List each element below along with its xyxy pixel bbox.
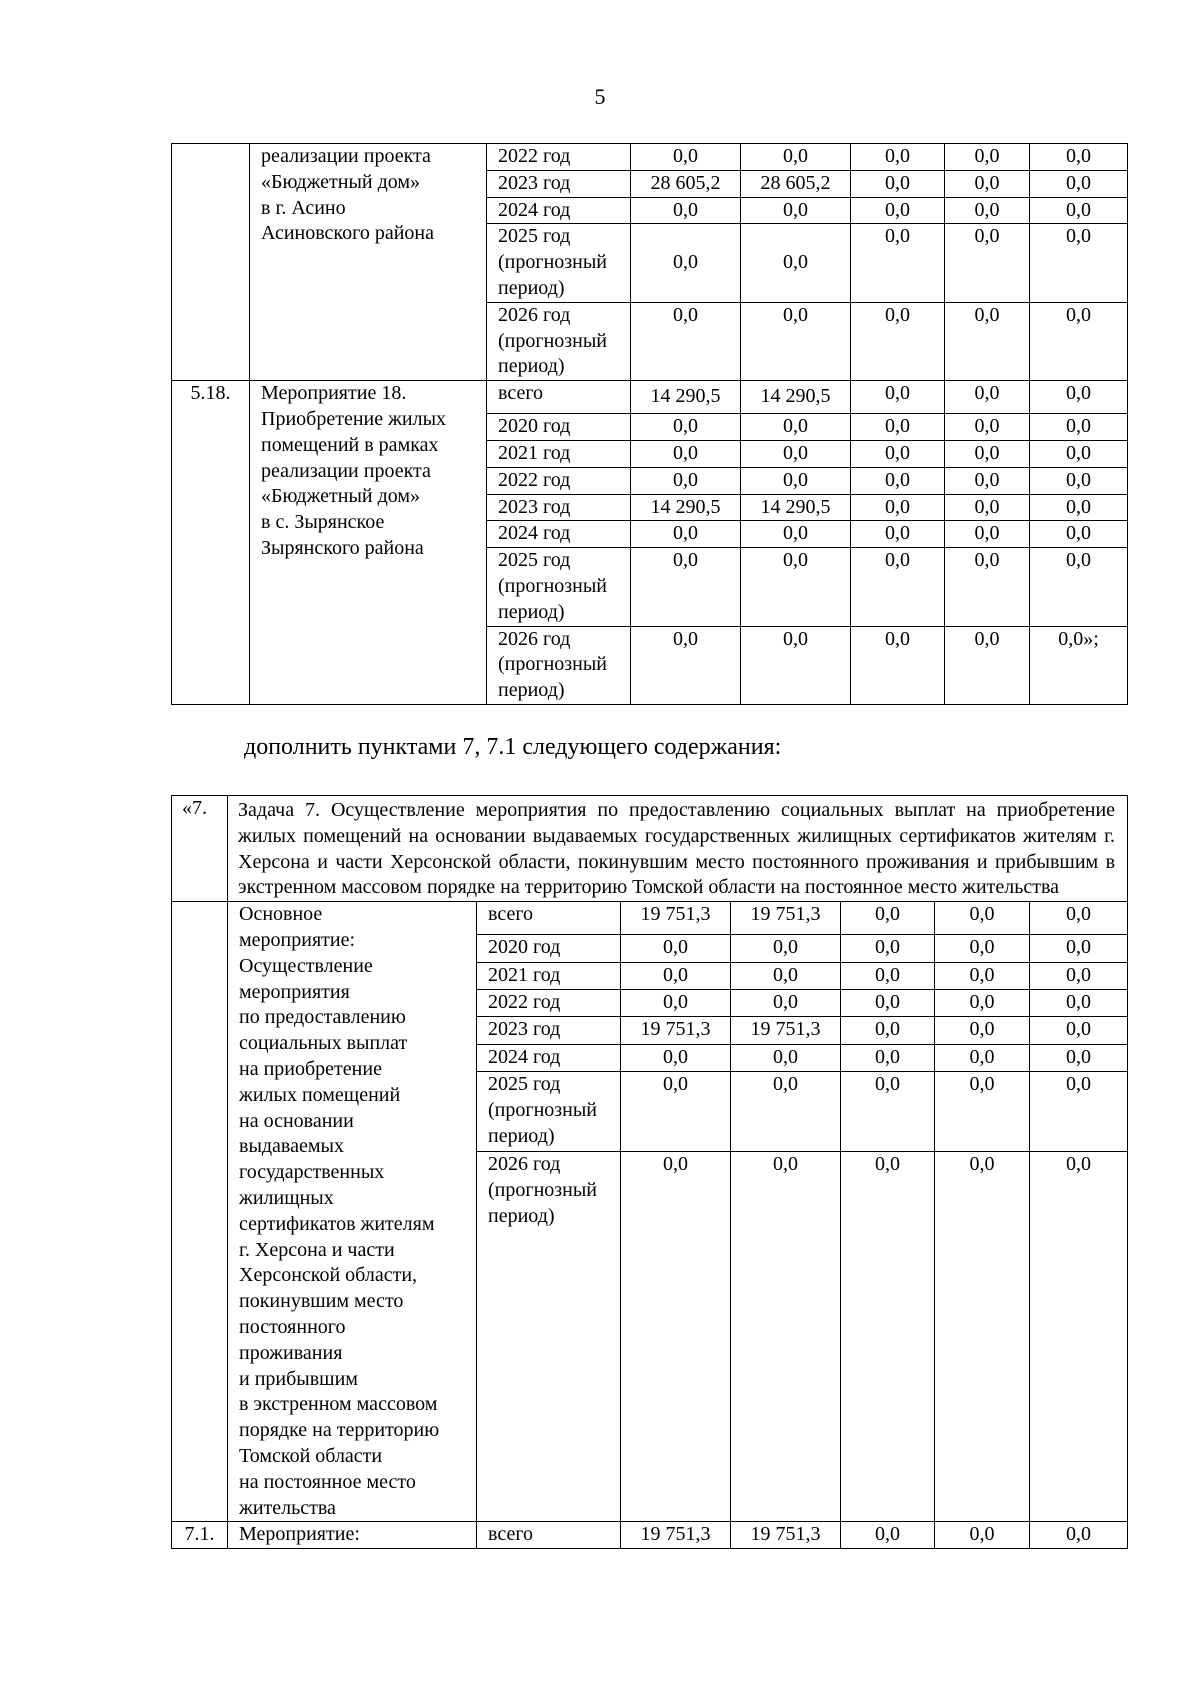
name-line: в г. Асино [261,196,346,219]
name-line: г. Херсона и части [239,1238,395,1261]
name-line: проживания [239,1341,343,1364]
value-cell: 28 605,2 [631,170,741,197]
value-cell: 0,0 [741,440,851,467]
year-note: период) [498,276,565,299]
value-cell: 0,0 [1030,935,1128,962]
item-name-cell [250,144,487,381]
value-cell: 0,0 [1030,1044,1128,1071]
value-cell: 0,0 [1030,224,1128,302]
value-cell: 0,0 [621,1072,731,1152]
name-line: и прибывшим [239,1367,358,1390]
name-line: покинувшим место [239,1290,404,1313]
value-cell: 0,0 [841,1017,935,1044]
value-cell: 0,0 [631,224,741,302]
year-cell [487,626,631,704]
value-cell: 0,0 [631,521,741,548]
name-line: жилых помещений [239,1083,401,1106]
value-cell: 0,0 [1030,1152,1128,1522]
value-cell: 0,0 [741,144,851,171]
value-cell: 0,0 [631,440,741,467]
value-cell: 14 290,5 [631,381,741,414]
name-line: социальных выплат [239,1032,408,1055]
value-cell: 0,0 [1030,989,1128,1016]
year-note: (прогнозный [498,329,608,352]
value-cell: 0,0 [945,494,1030,521]
name-line: реализации проекта [261,459,431,482]
year-label: 2025 год [488,1073,561,1096]
value-cell: 0,0 [851,440,945,467]
value-cell: 14 290,5 [631,494,741,521]
year-cell [487,302,631,380]
value-cell: 0,0 [945,414,1030,441]
value-cell: 0,0 [741,302,851,380]
value-cell: 0,0 [621,1152,731,1522]
value-cell: 14 290,5 [741,494,851,521]
value-cell: 0,0 [1030,902,1128,935]
value-cell: 0,0 [935,962,1030,989]
value-cell: 0,0 [841,989,935,1016]
year-note: период) [488,1204,555,1227]
name-line: выдаваемых [239,1135,344,1158]
amendment-text: дополнить пунктами 7, 7.1 следующего содержания: [244,734,782,760]
value-cell: 0,0 [851,626,945,704]
value-cell: 0,0 [935,935,1030,962]
name-line: Осуществление [239,954,373,977]
value-cell: 0,0 [741,197,851,224]
value-cell: 0,0 [841,902,935,935]
value-cell: 0,0 [1030,170,1128,197]
year-label: 2025 год [498,549,571,572]
value-cell: 0,0 [841,935,935,962]
value-cell: 0,0 [621,1044,731,1071]
value-cell: 0,0 [851,494,945,521]
value-cell: 0,0 [851,224,945,302]
year-cell: 2024 год [487,197,631,224]
value-cell: 0,0 [631,197,741,224]
value-cell: 0,0 [1030,144,1128,171]
item-number: 7.1. [172,1522,228,1549]
value-cell: 0,0 [631,414,741,441]
name-line: «Бюджетный дом» [261,170,421,193]
year-cell: 2022 год [487,144,631,171]
value-cell: 0,0 [1030,302,1128,380]
value-cell: 19 751,3 [621,1017,731,1044]
value-cell: 0,0 [945,467,1030,494]
value-cell: 0,0 [945,521,1030,548]
year-note: (прогнозный [498,653,608,676]
task-description: Задача 7. Осуществление мероприятия по предоставлению социальных выплат на приобретение жилых помещений на основании выдаваемых государственных жилищных сертификатов жителям г. Херсона и части Херсонской области, покинувшим место постоянного проживания и прибывшим в экстренном массовом порядке на территорию Томской области на постоянное место жительства [228,796,1128,902]
value-cell: 0,0 [945,548,1030,626]
item-name-cell [228,902,477,1522]
year-label: 2026 год [488,1153,561,1176]
value-cell: 0,0 [1030,1522,1128,1549]
value-cell: 0,0 [935,1044,1030,1071]
value-cell: 19 751,3 [731,902,841,935]
year-cell: 2020 год [477,935,621,962]
value-cell: 0,0 [945,440,1030,467]
value-cell: 0,0 [1030,381,1128,414]
year-cell [477,1152,621,1522]
value-cell: 0,0 [741,467,851,494]
item-number: 5.18. [172,381,250,705]
year-cell: 2024 год [487,521,631,548]
value-cell: 0,0 [841,1152,935,1522]
value-cell: 0,0 [841,1522,935,1549]
name-line: мероприятия [239,980,350,1003]
item-number-cell-empty [172,902,228,1522]
value-cell: 0,0 [631,548,741,626]
year-cell: всего [477,902,621,935]
year-cell: всего [477,1522,621,1549]
year-note: (прогнозный [488,1179,598,1202]
name-line: Мероприятие 18. [261,382,407,405]
budget-table-task7 [171,795,1128,1549]
value-cell: 0,0 [935,1072,1030,1152]
year-cell: всего [487,381,631,414]
year-note: период) [498,355,565,378]
value-cell: 0,0»; [1030,626,1128,704]
name-line: реализации проекта [261,145,431,167]
value-cell: 0,0 [741,414,851,441]
year-cell: 2023 год [487,170,631,197]
page-number: 5 [594,84,606,109]
name-line: помещений в рамках [261,433,439,456]
value-cell: 14 290,5 [741,381,851,414]
name-line: порядке на территорию [239,1419,440,1442]
value-cell: 0,0 [1030,197,1128,224]
name-line: сертификатов жителям [239,1212,435,1235]
year-cell: 2023 год [487,494,631,521]
value-cell: 0,0 [631,467,741,494]
year-note: (прогнозный [498,574,608,597]
name-line: в с. Зырянское [261,511,385,534]
value-cell: 0,0 [631,302,741,380]
value-cell: 0,0 [935,1522,1030,1549]
year-label: 2026 год [498,627,571,650]
year-cell: 2023 год [477,1017,621,1044]
value-cell: 0,0 [851,467,945,494]
value-cell: 0,0 [1030,521,1128,548]
value-cell: 19 751,3 [731,1522,841,1549]
value-cell: 0,0 [1030,440,1128,467]
value-cell: 0,0 [935,1152,1030,1522]
value-cell: 0,0 [731,1044,841,1071]
value-cell: 0,0 [945,197,1030,224]
value-cell: 0,0 [1030,962,1128,989]
value-cell: 0,0 [945,144,1030,171]
value-cell: 0,0 [621,935,731,962]
value-cell: 0,0 [851,144,945,171]
value-cell: 19 751,3 [621,902,731,935]
year-cell [487,224,631,302]
item-name-cell [250,381,487,705]
year-note: (прогнозный [488,1098,598,1121]
year-note: период) [488,1124,555,1147]
value-cell: 0,0 [841,1072,935,1152]
value-cell: 0,0 [851,302,945,380]
name-line: Херсонской области, [239,1264,418,1287]
name-line: в экстренном массовом [239,1393,438,1416]
value-cell: 0,0 [851,170,945,197]
value-cell: 0,0 [945,381,1030,414]
value-cell: 0,0 [945,302,1030,380]
name-line: мероприятие: [239,928,356,951]
value-cell: 0,0 [851,414,945,441]
value-cell: 0,0 [1030,548,1128,626]
name-line: на постоянное место [239,1470,416,1493]
year-label: 2025 год [498,225,571,248]
value-cell: 0,0 [741,626,851,704]
value-cell: 0,0 [631,144,741,171]
value-cell: 0,0 [851,521,945,548]
value-cell: 0,0 [731,1152,841,1522]
task-number: «7. [172,796,228,902]
value-cell: 0,0 [631,626,741,704]
value-cell: 0,0 [841,962,935,989]
value-cell: 0,0 [731,935,841,962]
name-line: государственных [239,1161,385,1184]
value-cell: 0,0 [851,197,945,224]
name-line: Томской области [239,1444,383,1467]
value-cell: 0,0 [741,521,851,548]
item-number-cell-empty [172,144,250,381]
year-note: (прогнозный [498,251,608,274]
value-cell: 0,0 [621,989,731,1016]
year-label: 2026 год [498,303,571,326]
year-cell: 2022 год [477,989,621,1016]
year-cell: 2021 год [477,962,621,989]
value-cell: 0,0 [621,962,731,989]
name-line: «Бюджетный дом» [261,485,421,508]
name-line: жилищных [239,1186,334,1209]
value-cell: 19 751,3 [621,1522,731,1549]
value-cell: 28 605,2 [741,170,851,197]
year-cell [477,1072,621,1152]
name-line: по предоставлению [239,1006,406,1029]
value-cell: 0,0 [935,1017,1030,1044]
year-cell [487,548,631,626]
value-cell: 0,0 [1030,414,1128,441]
value-cell: 0,0 [935,989,1030,1016]
year-cell: 2021 год [487,440,631,467]
value-cell: 0,0 [1030,1017,1128,1044]
value-cell: 0,0 [731,1072,841,1152]
name-line: Асиновского района [261,222,434,245]
value-cell: 0,0 [945,224,1030,302]
name-line: жительства [239,1496,336,1519]
year-cell: 2020 год [487,414,631,441]
value-cell: 0,0 [731,962,841,989]
value-cell: 0,0 [741,224,851,302]
name-line: на основании [239,1109,354,1132]
year-cell: 2024 год [477,1044,621,1071]
name-line: Основное [239,903,323,926]
value-cell: 0,0 [851,381,945,414]
name-line: Приобретение жилых [261,407,447,430]
name-line: постоянного [239,1315,346,1338]
value-cell: 0,0 [851,548,945,626]
value-cell: 19 751,3 [731,1017,841,1044]
year-cell: 2022 год [487,467,631,494]
value-cell: 0,0 [731,989,841,1016]
value-cell: 0,0 [741,548,851,626]
year-note: период) [498,600,565,623]
value-cell: 0,0 [945,170,1030,197]
value-cell: 0,0 [1030,1072,1128,1152]
item-name-cell: Мероприятие: [228,1522,477,1549]
value-cell: 0,0 [935,902,1030,935]
name-line: Зырянского района [261,536,424,559]
budget-table-continued [171,143,1128,705]
value-cell: 0,0 [1030,467,1128,494]
name-line: на приобретение [239,1057,382,1080]
value-cell: 0,0 [945,626,1030,704]
value-cell: 0,0 [1030,494,1128,521]
year-note: период) [498,679,565,702]
value-cell: 0,0 [841,1044,935,1071]
